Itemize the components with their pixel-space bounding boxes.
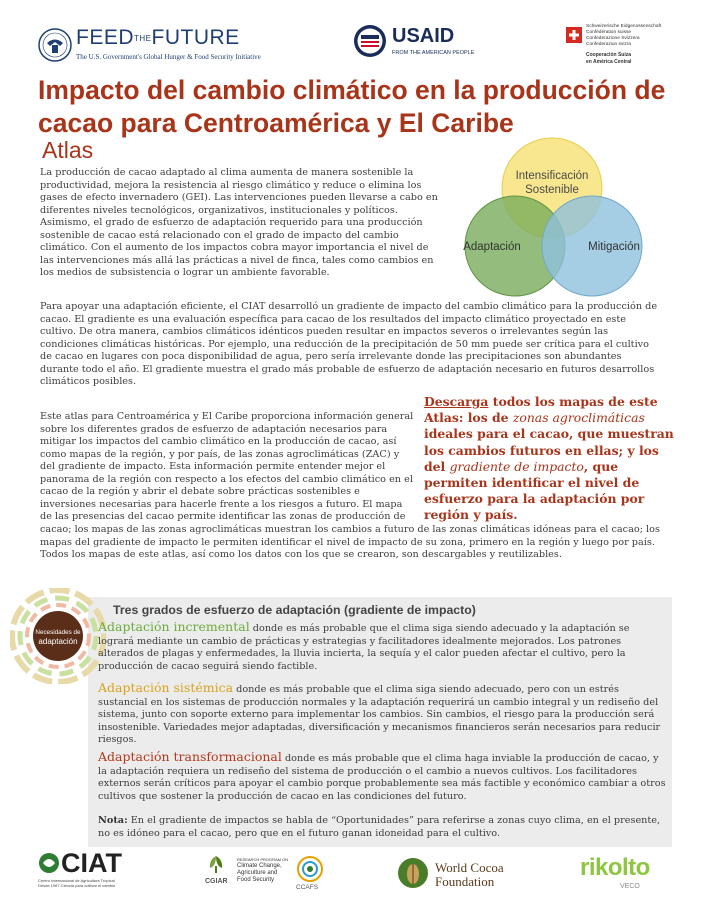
page-subtitle: Atlas xyxy=(42,137,94,163)
feed-the-future-title: FEEDTHEFUTURE xyxy=(76,26,240,49)
venn-label-left: Adaptación xyxy=(463,241,521,253)
download-callout: Descarga todos los mapas de este Atlas: los de zonas agroclimáticas ideales para el cacao, que muestran los cambios futuros en ellas; y los del gradiente de impacto, que permiten identificar el nivel de esfuerzo para la adaptación por región y país. xyxy=(424,394,674,523)
ccafs-mark-icon xyxy=(297,856,323,882)
swiss-line-2: Confédération suisse xyxy=(586,30,632,35)
ccafs-line-2: Climate Change, xyxy=(237,863,282,869)
swiss-line-4: Confederaziun svizra xyxy=(586,42,632,47)
download-link[interactable]: Descarga xyxy=(424,394,489,409)
level-incremental-text: donde es más probable que el clima siga siendo adecuado y la adaptación se logrará mediante un cambio de prácticas y estrategias y facilitadores idealmente mejorados. Los patrones alterados de plagas y enfermedades, la lluvia incierta, la sequía y el calor pueden afectar el cultivo, pero la producción de cacao seguirá siendo factible. xyxy=(98,623,630,672)
swiss-flag-icon xyxy=(566,27,582,43)
venn-label-top-2: Sostenible xyxy=(525,184,579,196)
feed-the-future-logo xyxy=(38,26,268,66)
cgiar-leaf-icon xyxy=(205,854,227,874)
feed-the-future-subtitle: The U.S. Government's Global Hunger & Food Security Initiative xyxy=(76,53,261,61)
badge-center xyxy=(33,611,83,661)
note-label: Nota: xyxy=(98,815,128,826)
ccafs-line-1: RESEARCH PROGRAM ON xyxy=(237,857,289,862)
paragraph-atlas-a: Este atlas para Centroamérica y El Caribe proporciona información general sobre los diferentes grados de esfuerzo de adaptación necesarios para mitigar los impactos del cambio climático en la producción de cacao, así como mapas de la región, y por país, de las zonas agroclimáticas (ZAC) y del gradiente de impacto. Esta información permite entender mejor el panorama de la región con respecto a los efectos del cambio climático en el cacao de la región y abrir el debate sobre prácticas sostenibles e inversiones necesarias para hacerle frente a los riesgos a futuro. El mapa de las presencias del cacao permite identificar las zonas de producción de xyxy=(40,411,414,523)
paragraph-atlas-b: cacao; los mapas de las zonas agroclimáticas muestran los cambios a futuro de las zonas climáticas idóneas para el cacao; los mapas del gradiente de impacto le permiten identificar el nivel de impacto de su zona, primero en la región y luego por país. Todos los mapas de este atlas, así como los datos con los que se crearon, son descargables y reutilizables. xyxy=(40,524,660,561)
rikolto-sub: VECO xyxy=(620,883,640,890)
level-systemic-heading: Adaptación sistémica xyxy=(98,680,234,695)
swiss-line-6: en América Central xyxy=(586,59,632,65)
badge-label-2: adaptación xyxy=(38,637,78,646)
cgiar-name: CGIAR xyxy=(205,878,228,885)
level-systemic xyxy=(98,682,666,747)
level-incremental xyxy=(98,621,666,673)
note-text: En el gradiente de impactos se habla de “Oportunidades” para referirse a zonas cuyo clima, en el presente, no es idóneo para el cacao, pero que en el futuro ganan idoneidad para el cultivo. xyxy=(98,815,661,839)
venn-label-top-1: Intensificación xyxy=(515,170,589,182)
cgiar-ccafs-logo xyxy=(205,854,325,894)
ccafs-name: CCAFS xyxy=(296,884,319,891)
ccafs-line-3: Agriculture and xyxy=(237,870,278,876)
swiss-cooperation-logo xyxy=(566,24,691,72)
rikolto-name: rikolto xyxy=(580,854,650,881)
swiss-line-1: Schweizerische Eidgenossenschaft xyxy=(586,24,662,29)
venn-label-right: Mitigación xyxy=(588,241,640,253)
level-transformational xyxy=(98,751,666,803)
intro-paragraph: La producción de cacao adaptado al clima aumenta de manera sostenible la productividad, mejora la resistencia al riesgo climático y reduce o elimina los gases de efecto invernadero (GEI). Las intervenciones pueden llevarse a cabo en diferentes niveles tecnológicos, organizativos, institucionales y políticos. Asimismo, el grado de esfuerzo de adaptación requerido para una producción sostenible de cacao está relacionado con el grado de impacto del cambio climático. Con el aumento de los impactos cobra mayor importancia el nivel de las intervenciones más allá las prácticas a nivel de finca, tales como cambios en los medios de subsistencia o lograr un ambiente favorable. xyxy=(40,167,438,279)
swiss-line-3: Confederazione Svizzera xyxy=(586,36,640,41)
ciat-sub-2: Desde 1967 Ciencia para cultivar el cambio xyxy=(38,883,116,888)
page-title: Impacto del cambio climático en la producción de cacao para Centroamérica y El Caribe xyxy=(38,75,666,138)
swiss-line-5: Cooperación Suiza xyxy=(586,52,632,58)
ccafs-line-4: Food Security xyxy=(237,877,275,883)
paragraph-gradient: Para apoyar una adaptación eficiente, el CIAT desarrolló un gradiente de impacto del cambio climático para la producción de cacao. El gradiente es una evaluación específica para cacao de los resultados del impacto climático proyectado en este cultivo. De otra manera, cambios climáticos idénticos pueden resultar en impactos severos o irrelevantes según las condiciones climáticas históricas. Por ejemplo, una reducción de la precipitación de 50 mm puede ser crítica para el cultivo de cacao en lugares con poca disponibilidad de agua, pero sería irrelevante donde las precipitaciones son abundantes durante todo el año. El gradiente muestra el grado más probable de esfuerzo de adaptación necesario en futuros desarrollos climáticos posibles. xyxy=(40,301,658,388)
level-transformational-text: donde es más probable que el clima haga inviable la producción de cacao, y la adaptación requiera un rediseño del sistema de producción o el cambio a nuevos cultivos. Los facilitadores externos serán críticos para apoyar el cambio porque probablemente sea más factible y económico cambiar a otros cultivos que sostener la producción de cacao en las condiciones del futuro. xyxy=(98,753,666,802)
note xyxy=(98,815,666,840)
venn-diagram xyxy=(452,136,664,298)
usaid-seal-icon xyxy=(353,24,387,58)
ciat-sub-1: Centro Internacional de Agricultura Tropical xyxy=(38,878,115,883)
usaid-tagline: FROM THE AMERICAN PEOPLE xyxy=(392,50,475,56)
level-systemic-text: donde es más probable que el clima siga siendo adecuado, pero con un estrés sustancial en los sistemas de producción normales y la adaptación requerirá un cambio integral y un rediseño del sistema, junto con soporte externo para implementar los cambios. Sin cambios, el riesgo para la producción será insostenible. Variedades mejor adaptadas, diversificación y mecanismos financieros serán necesarios para reducir riesgos. xyxy=(98,684,661,746)
wcf-line-2: Foundation xyxy=(435,874,495,889)
ciat-name: CIAT xyxy=(61,848,122,878)
level-incremental-heading: Adaptación incremental xyxy=(98,619,250,634)
usaid-name: USAID xyxy=(392,25,455,47)
world-cocoa-foundation-logo xyxy=(397,856,527,896)
usaid-logo xyxy=(353,22,473,64)
section-title: Tres grados de esfuerzo de adaptación (gradiente de impacto) xyxy=(113,603,476,617)
cocoa-pod-icon xyxy=(397,856,429,890)
ciat-mark-icon xyxy=(38,852,60,874)
us-seal-icon xyxy=(38,28,72,62)
adaptation-needs-badge xyxy=(10,588,106,684)
rikolto-logo xyxy=(580,854,680,894)
badge-label-1: Necesidades de xyxy=(35,629,81,636)
level-transformational-heading: Adaptación transformacional xyxy=(98,749,282,764)
wcf-line-1: World Cocoa xyxy=(435,860,504,875)
ciat-logo xyxy=(38,850,188,890)
